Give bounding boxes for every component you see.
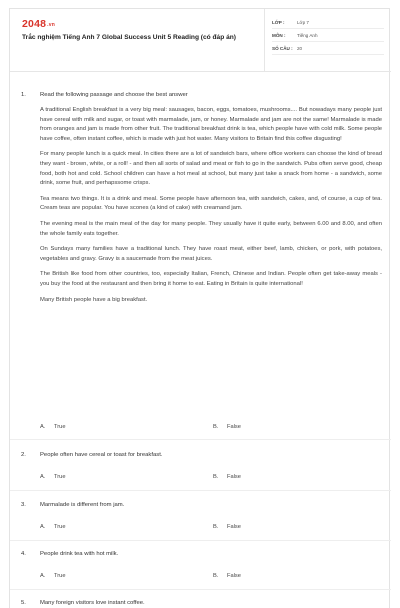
question-statement: People often have cereal or toast for breakfast. xyxy=(40,452,163,458)
passage-paragraph: The evening meal is the main meal of the day for many people. They usually have it quite early, between 6.00 and 8.00, and often the whole family eats together. xyxy=(40,220,382,237)
question-number: 3. xyxy=(21,502,26,508)
header-divider xyxy=(264,9,265,72)
site-logo[interactable]: 2048.vn xyxy=(22,18,55,30)
worksheet-title: Trắc nghiệm Tiếng Anh 7 Global Success Unit 5 Reading (có đáp án) xyxy=(22,34,236,41)
meta-count-label: SỐ CÂU : xyxy=(272,46,293,51)
question-statement: Many British people have a big breakfast. xyxy=(40,296,148,303)
answer-option-b[interactable]: B. False xyxy=(213,424,241,430)
answer-option-a[interactable]: A. True xyxy=(40,424,66,430)
question-statement: People drink tea with hot milk. xyxy=(40,551,119,557)
answer-option-b[interactable]: B. False xyxy=(213,474,241,480)
passage-paragraph: The British like food from other countries, too, especially Italian, French, Chinese and Indian. People often get take-away meals - you buy the food at the restaurant and then bring it home to eat. Eating in Britain is quite international! xyxy=(40,271,382,287)
worksheet xyxy=(9,8,390,608)
answer-option-a[interactable]: A. True xyxy=(40,474,66,480)
question-divider xyxy=(10,439,391,440)
meta-subject-value: Tiếng Anh xyxy=(297,33,318,38)
passage-paragraph: On Sundays many families have a traditional lunch. They have roast meat, either beef, lamb, chicken, or pork, with potatoes, vegetables and gravy. Gravy is a saucemade from the meat juices. xyxy=(40,246,382,262)
answer-option-a[interactable]: A. True xyxy=(40,524,66,530)
meta-subject-label: MÔN : xyxy=(272,33,286,38)
meta-grade-label: LỚP : xyxy=(272,20,285,25)
passage-paragraph: A traditional English breakfast is a very big meal: sausages, bacon, eggs, tomatoes, mushrooms.... But nowadays many people just have cereal with milk and sugar, or toast with marmalade, jam, or honey. Marmalade and jam are not the same! Marmalade is made from oranges and jam is made from other fruit. The traditional breakfast drink is tea, which people have with cold milk. Some people have coffee, often instant coffee, which is made with just hot water. Many visitors to Britain find this coffee disgusting! xyxy=(40,107,382,142)
question-number: 1. xyxy=(21,92,26,98)
answer-option-b[interactable]: B. False xyxy=(213,573,241,579)
question-statement: Many foreign visitors love instant coffee. xyxy=(40,600,145,606)
answer-option-b[interactable]: B. False xyxy=(213,524,241,530)
question-divider xyxy=(10,540,391,541)
question-number: 4. xyxy=(21,551,26,557)
question-instruction: Read the following passage and choose the best answer xyxy=(40,92,188,98)
question-divider xyxy=(10,589,391,590)
meta-grade xyxy=(272,16,384,29)
meta-count-value: 20 xyxy=(297,46,303,51)
worksheet-meta xyxy=(272,16,384,55)
meta-subject xyxy=(272,29,384,42)
meta-question-count xyxy=(272,42,384,55)
passage-paragraph: Tea means two things. It is a drink and meal. Some people have afternoon tea, with sandwich, cakes, and, of course, a cup of tea. Cream teas are popular. You have scones (a kind of cake) with creamand jam. xyxy=(40,195,382,212)
meta-grade-value: Lớp 7 xyxy=(297,20,309,25)
reading-passage xyxy=(40,106,382,311)
question-number: 2. xyxy=(21,452,26,458)
question-divider xyxy=(10,490,391,491)
answer-option-a[interactable]: A. True xyxy=(40,573,66,579)
worksheet-header xyxy=(10,9,391,72)
question-statement: Marmalade is different from jam. xyxy=(40,502,125,508)
question-number: 5. xyxy=(21,600,26,606)
passage-paragraph: For many people lunch is a quick meal. In cities there are a lot of sandwich bars, where office workers can choose the kind of bread they want - brown, white, or a roll! - and then all sorts of salad and meat or fish to go in the sandwich. Pubs often serve good, cheap food, both hot and cold. School children can have a hot meal at school, but many just take a snack from home - a sandwich, some drink, some fruit, and perhapssome crisps. xyxy=(40,151,382,187)
